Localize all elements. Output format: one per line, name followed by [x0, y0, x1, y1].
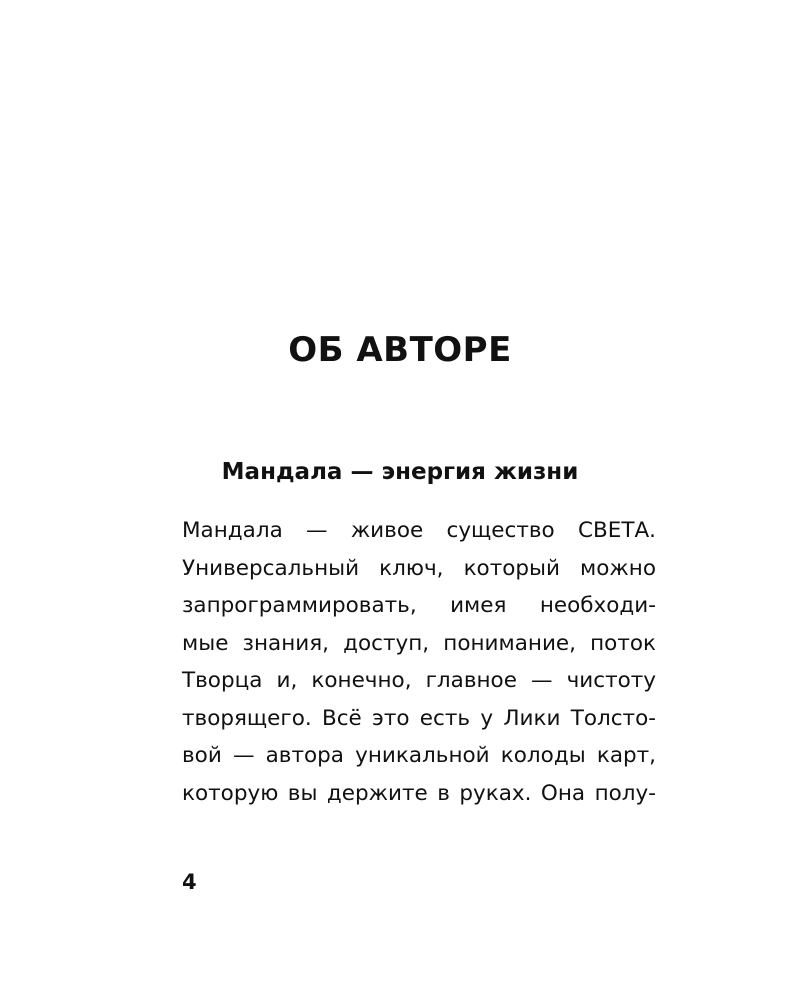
body-line: Творца и, конечно, главное — чистоту [182, 668, 656, 693]
body-line: которую вы держите в руках. Она полу- [182, 780, 656, 806]
body-line: творящего. Всё это есть у Лики Толсто- [182, 705, 656, 731]
chapter-title: ОБ АВТОРЕ [288, 330, 512, 370]
body-line: запрограммировать, имея необходи- [182, 593, 656, 618]
section-subtitle: Мандала — энергия жизни [221, 459, 579, 485]
body-line: Мандала — живое существо СВЕТА. [182, 518, 656, 543]
body-line: Универсальный ключ, который можно [182, 555, 656, 581]
body-paragraph [182, 512, 656, 812]
page-number: 4 [182, 870, 197, 894]
body-line: мые знания, доступ, понимание, поток [182, 630, 656, 656]
body-line: вой — автора уникальной колоды карт, [182, 743, 656, 768]
